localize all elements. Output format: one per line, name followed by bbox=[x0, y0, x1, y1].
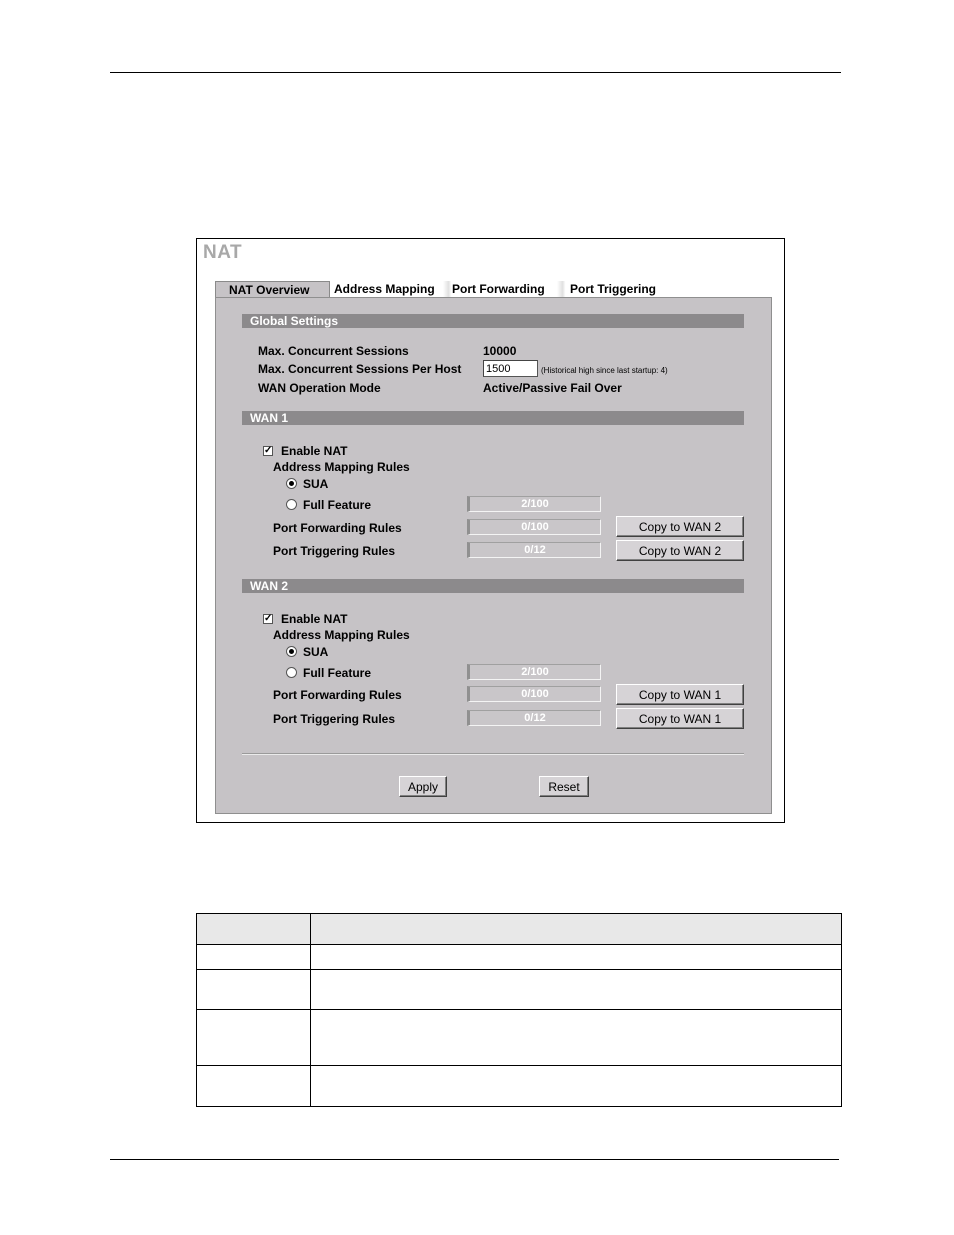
table-cell bbox=[311, 970, 842, 1010]
table-row bbox=[197, 1010, 842, 1066]
apply-button[interactable]: Apply bbox=[399, 776, 447, 797]
nat-screenshot-figure bbox=[196, 238, 785, 823]
wan2-header: WAN 2 bbox=[242, 579, 744, 593]
tab-address-mapping[interactable]: Address Mapping bbox=[334, 281, 444, 298]
table-cell bbox=[197, 970, 311, 1010]
wan2-port-triggering-count: 0/12 bbox=[467, 710, 601, 726]
wan2-full-feature-count: 2/100 bbox=[467, 664, 601, 680]
wan2-full-feature-label: Full Feature bbox=[303, 666, 372, 680]
wan1-address-mapping-label: Address Mapping Rules bbox=[273, 460, 410, 474]
tab-port-forwarding[interactable]: Port Forwarding bbox=[452, 281, 558, 298]
wan1-sua-radio[interactable] bbox=[286, 478, 297, 489]
table-cell bbox=[197, 1066, 311, 1107]
table-cell bbox=[311, 945, 842, 970]
wan1-port-triggering-count: 0/12 bbox=[467, 542, 601, 558]
wan2-port-triggering-copy-button[interactable]: Copy to WAN 1 bbox=[616, 708, 744, 729]
wan1-full-feature-count: 2/100 bbox=[467, 496, 601, 512]
page-header-rule bbox=[110, 72, 841, 73]
page-footer-rule bbox=[110, 1159, 839, 1160]
wan2-enable-nat-checkbox[interactable] bbox=[263, 614, 273, 624]
wan1-port-forwarding-copy-button[interactable]: Copy to WAN 2 bbox=[616, 516, 744, 537]
table-row bbox=[197, 945, 842, 970]
wan-mode-value: Active/Passive Fail Over bbox=[483, 381, 622, 395]
wan1-enable-nat-checkbox[interactable] bbox=[263, 446, 273, 456]
reset-button[interactable]: Reset bbox=[539, 776, 589, 797]
wan1-sua-label: SUA bbox=[303, 477, 329, 491]
table-row bbox=[197, 1066, 842, 1107]
wan2-enable-nat-label: Enable NAT bbox=[281, 612, 348, 626]
wan1-port-triggering-label: Port Triggering Rules bbox=[273, 544, 396, 558]
description-table bbox=[196, 913, 842, 1107]
table-cell bbox=[197, 1010, 311, 1066]
checkmark-icon: ✓ bbox=[264, 613, 273, 624]
tab-port-triggering[interactable]: Port Triggering bbox=[570, 281, 671, 298]
per-host-label: Max. Concurrent Sessions Per Host bbox=[258, 362, 462, 376]
table-header-cell-label bbox=[197, 914, 311, 945]
table-cell bbox=[197, 945, 311, 970]
wan1-port-triggering-copy-button[interactable]: Copy to WAN 2 bbox=[616, 540, 744, 561]
max-sessions-label: Max. Concurrent Sessions bbox=[258, 344, 409, 358]
wan1-enable-nat-label: Enable NAT bbox=[281, 444, 348, 458]
wan1-port-forwarding-label: Port Forwarding Rules bbox=[273, 521, 402, 535]
per-host-input[interactable] bbox=[483, 360, 538, 377]
historical-high-note: (Historical high since last startup: 4) bbox=[541, 366, 668, 375]
wan2-port-triggering-label: Port Triggering Rules bbox=[273, 712, 396, 726]
wan-mode-label: WAN Operation Mode bbox=[258, 381, 381, 395]
nat-overview-panel bbox=[215, 297, 772, 814]
checkmark-icon: ✓ bbox=[264, 445, 273, 456]
wan1-port-forwarding-count: 0/100 bbox=[467, 519, 601, 535]
wan2-port-forwarding-label: Port Forwarding Rules bbox=[273, 688, 402, 702]
wan2-sua-label: SUA bbox=[303, 645, 329, 659]
table-cell bbox=[311, 1066, 842, 1107]
tab-nat-overview[interactable]: NAT Overview bbox=[215, 281, 330, 297]
tab-separator bbox=[557, 281, 571, 297]
wan2-sua-radio[interactable] bbox=[286, 646, 297, 657]
table-header-row bbox=[197, 914, 842, 945]
wan2-full-feature-radio[interactable] bbox=[286, 667, 297, 678]
wan2-port-forwarding-count: 0/100 bbox=[467, 686, 601, 702]
wan1-full-feature-label: Full Feature bbox=[303, 498, 372, 512]
table-row bbox=[197, 970, 842, 1010]
button-row-divider bbox=[242, 753, 744, 755]
wan2-address-mapping-label: Address Mapping Rules bbox=[273, 628, 410, 642]
wan2-port-forwarding-copy-button[interactable]: Copy to WAN 1 bbox=[616, 684, 744, 705]
max-sessions-value: 10000 bbox=[483, 344, 517, 358]
global-settings-header: Global Settings bbox=[242, 314, 744, 328]
page-title: NAT bbox=[203, 242, 243, 263]
wan1-full-feature-radio[interactable] bbox=[286, 499, 297, 510]
table-cell bbox=[311, 1010, 842, 1066]
wan1-header: WAN 1 bbox=[242, 411, 744, 425]
table-header-cell-description bbox=[311, 914, 842, 945]
